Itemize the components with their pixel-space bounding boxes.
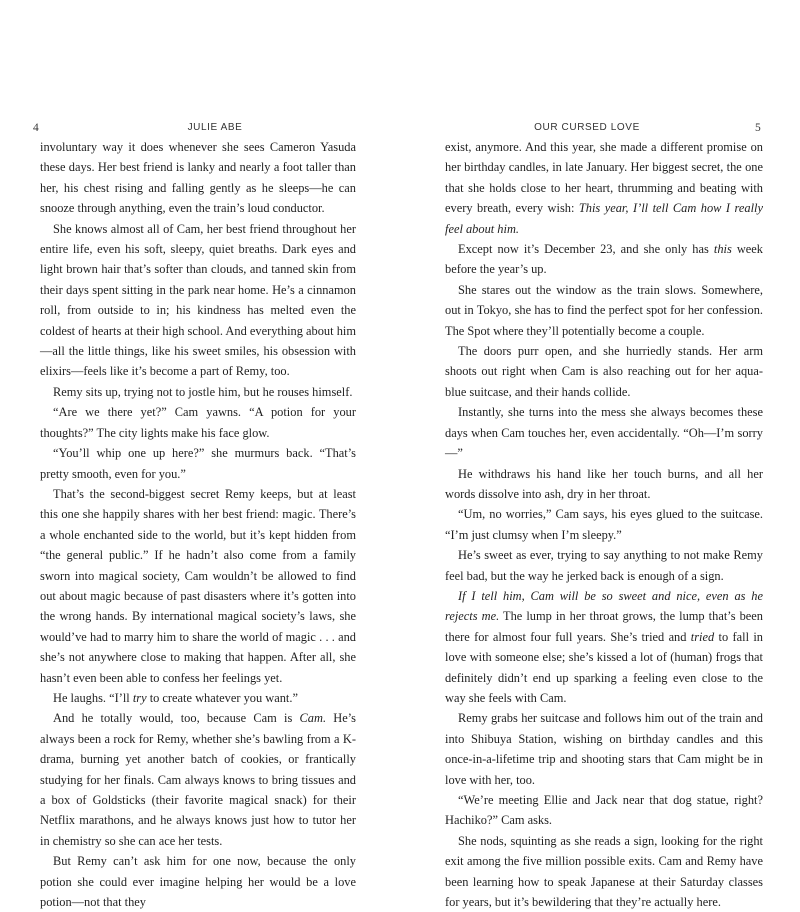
text-run: “You’ll whip one up here?” she murmurs back. “That’s pretty smooth, even for you.” <box>40 446 356 481</box>
text-run: She knows almost all of Cam, her best friend throughout her entire life, even his soft, sleepy, quiet breaths. Dark eyes and light brown hair that’s softer than clouds, and tanned skin from their days spent sitting in the park near home. He’s a cinnamon roll, from outside to in; his kindness has melted even the coldest of hearts at their high school. And everything about him—all the little things, like his sweet smiles, his obsession with elixirs—feels like it’s become a part of Remy, too. <box>40 221 356 379</box>
text-run: The doors purr open, and she hurriedly stands. Her arm shoots out right when Cam is also reaching out for her aqua-blue suitcase, and their hands collide. <box>445 344 763 399</box>
text-run: “We’re meeting Ellie and Jack near that dog statue, right? Hachiko?” Cam asks. <box>445 793 763 828</box>
italic-text: this <box>713 242 732 257</box>
text-run: “Um, no worries,” Cam says, his eyes glued to the suitcase. “I’m just clumsy when I’m sleepy.” <box>445 507 763 542</box>
paragraph <box>40 484 356 688</box>
text-run: exist, anymore. And this year, she made a different promise on her birthday candles, in late January. Her biggest secret, the one that she holds close to her heart, thrumming and beating with every breath, every wish: <box>445 140 763 216</box>
text-run: The lump in her throat grows, the lump that’s been there for almost four full years. She’s tried and <box>445 609 763 644</box>
body-text <box>40 137 356 912</box>
text-run: He withdraws his hand like her touch burns, and all her words dissolve into ash, dry in her throat. <box>445 466 763 501</box>
italic-text: This year, I’ll tell Cam how I really feel about him. <box>445 201 763 236</box>
paragraph <box>445 790 763 831</box>
left-page <box>0 0 400 910</box>
paragraph <box>445 504 763 545</box>
page-number: 4 <box>33 122 39 134</box>
paragraph <box>40 219 356 382</box>
right-page <box>400 0 800 910</box>
paragraph <box>40 137 356 219</box>
paragraph <box>445 239 763 280</box>
paragraph <box>445 402 763 463</box>
text-run: But Remy can’t ask him for one now, because the only potion she could ever imagine helping her would be a love potion—not that they <box>40 854 356 910</box>
italic-text: try <box>132 690 147 705</box>
text-run: He’s sweet as ever, trying to say anything to not make Remy feel bad, but the way he jerked back is enough of a sign. <box>445 548 763 583</box>
text-run: He’s always been a rock for Remy, whether she’s bawling from a K-drama, burning yet another batch of cookies, or frantically studying for her finals. Cam always knows to bring tissues and a box of Goldsticks (their favorite magical snack) for their Netflix marathons, and he always knows just how to tutor her in chemistry so she can ace her tests. <box>40 711 357 848</box>
italic-text: If I tell him, Cam will be so sweet and nice, even as he rejects me. <box>445 588 763 624</box>
text-run: involuntary way it does whenever she sees Cameron Yasuda these days. Her best friend is lanky and nearly a foot taller than her, his chest rising and falling gently as he sleeps—he can snooze through anything, even the train’s loud conductor. <box>40 140 356 216</box>
text-run: That’s the second-biggest secret Remy keeps, but at least this one she happily shares with her best friend: magic. There’s a whole enchanted side to the world, but it’s kept hidden from “the general public.” If he hadn’t also come from a family sworn into magical society, Cam wouldn’t be allowed to find out about magic because of past disasters where it’s gotten into the wrong hands. By international magical society’s laws, she would’ve had to marry him to share the world of magic . . . and she’s not anywhere close to making that happen. After all, she hasn’t even been able to confess her feelings yet. <box>40 486 356 685</box>
paragraph <box>40 443 356 484</box>
text-run: She stares out the window as the train slows. Somewhere, out in Tokyo, she has to find the perfect spot for her confession. The Spot where they’ll potentially become a couple. <box>445 282 763 338</box>
text-run: Instantly, she turns into the mess she always becomes these days when Cam touches her, even accidentally. “Oh—I’m sorry—” <box>445 405 763 461</box>
running-head-title: OUR CURSED LOVE <box>534 122 640 133</box>
paragraph <box>40 402 356 443</box>
page-number: 5 <box>755 122 761 134</box>
text-run: He laughs. “I’ll <box>53 690 133 705</box>
text-run: She nods, squinting as she reads a sign, looking for the right exit among the five million possible exits. Cam and Remy have been learning how to speak Japanese at their Saturday classes for years, but it’s bewildering that they’re actually here. <box>445 833 763 910</box>
paragraph <box>445 464 763 505</box>
text-run: week before the year’s up. <box>445 242 763 277</box>
paragraph <box>40 382 356 402</box>
paragraph <box>445 708 763 790</box>
text-run: And he totally would, too, because Cam is <box>53 711 300 726</box>
text-run: Remy grabs her suitcase and follows him out of the train and into Shibuya Station, wishing on birthday candles and this once-in-a-lifetime trip and shooting stars that Cam might be in love with her, too. <box>445 711 763 787</box>
italic-text: tried <box>690 629 715 644</box>
text-run: to create whatever you want.” <box>146 690 298 705</box>
text-run: Except now it’s December 23, and she only has <box>458 242 714 257</box>
running-head-author: JULIE ABE <box>187 122 243 133</box>
paragraph <box>445 545 763 586</box>
paragraph <box>40 708 356 851</box>
paragraph <box>445 280 763 341</box>
paragraph <box>40 851 356 912</box>
body-text <box>445 137 763 912</box>
paragraph <box>445 341 763 402</box>
text-run: Remy sits up, trying not to jostle him, but he rouses himself. <box>53 384 353 399</box>
italic-text: Cam. <box>299 711 327 726</box>
paragraph <box>445 831 763 912</box>
paragraph <box>445 137 763 239</box>
text-run: “Are we there yet?” Cam yawns. “A potion for your thoughts?” The city lights make his face glow. <box>40 405 356 440</box>
paragraph <box>40 688 356 708</box>
paragraph <box>445 586 763 708</box>
text-run: to fall in love with someone else; she’s kissed a lot of (human) frogs that definitely didn’t end up sparking a feeling even close to the way she feels with Cam. <box>445 629 763 705</box>
